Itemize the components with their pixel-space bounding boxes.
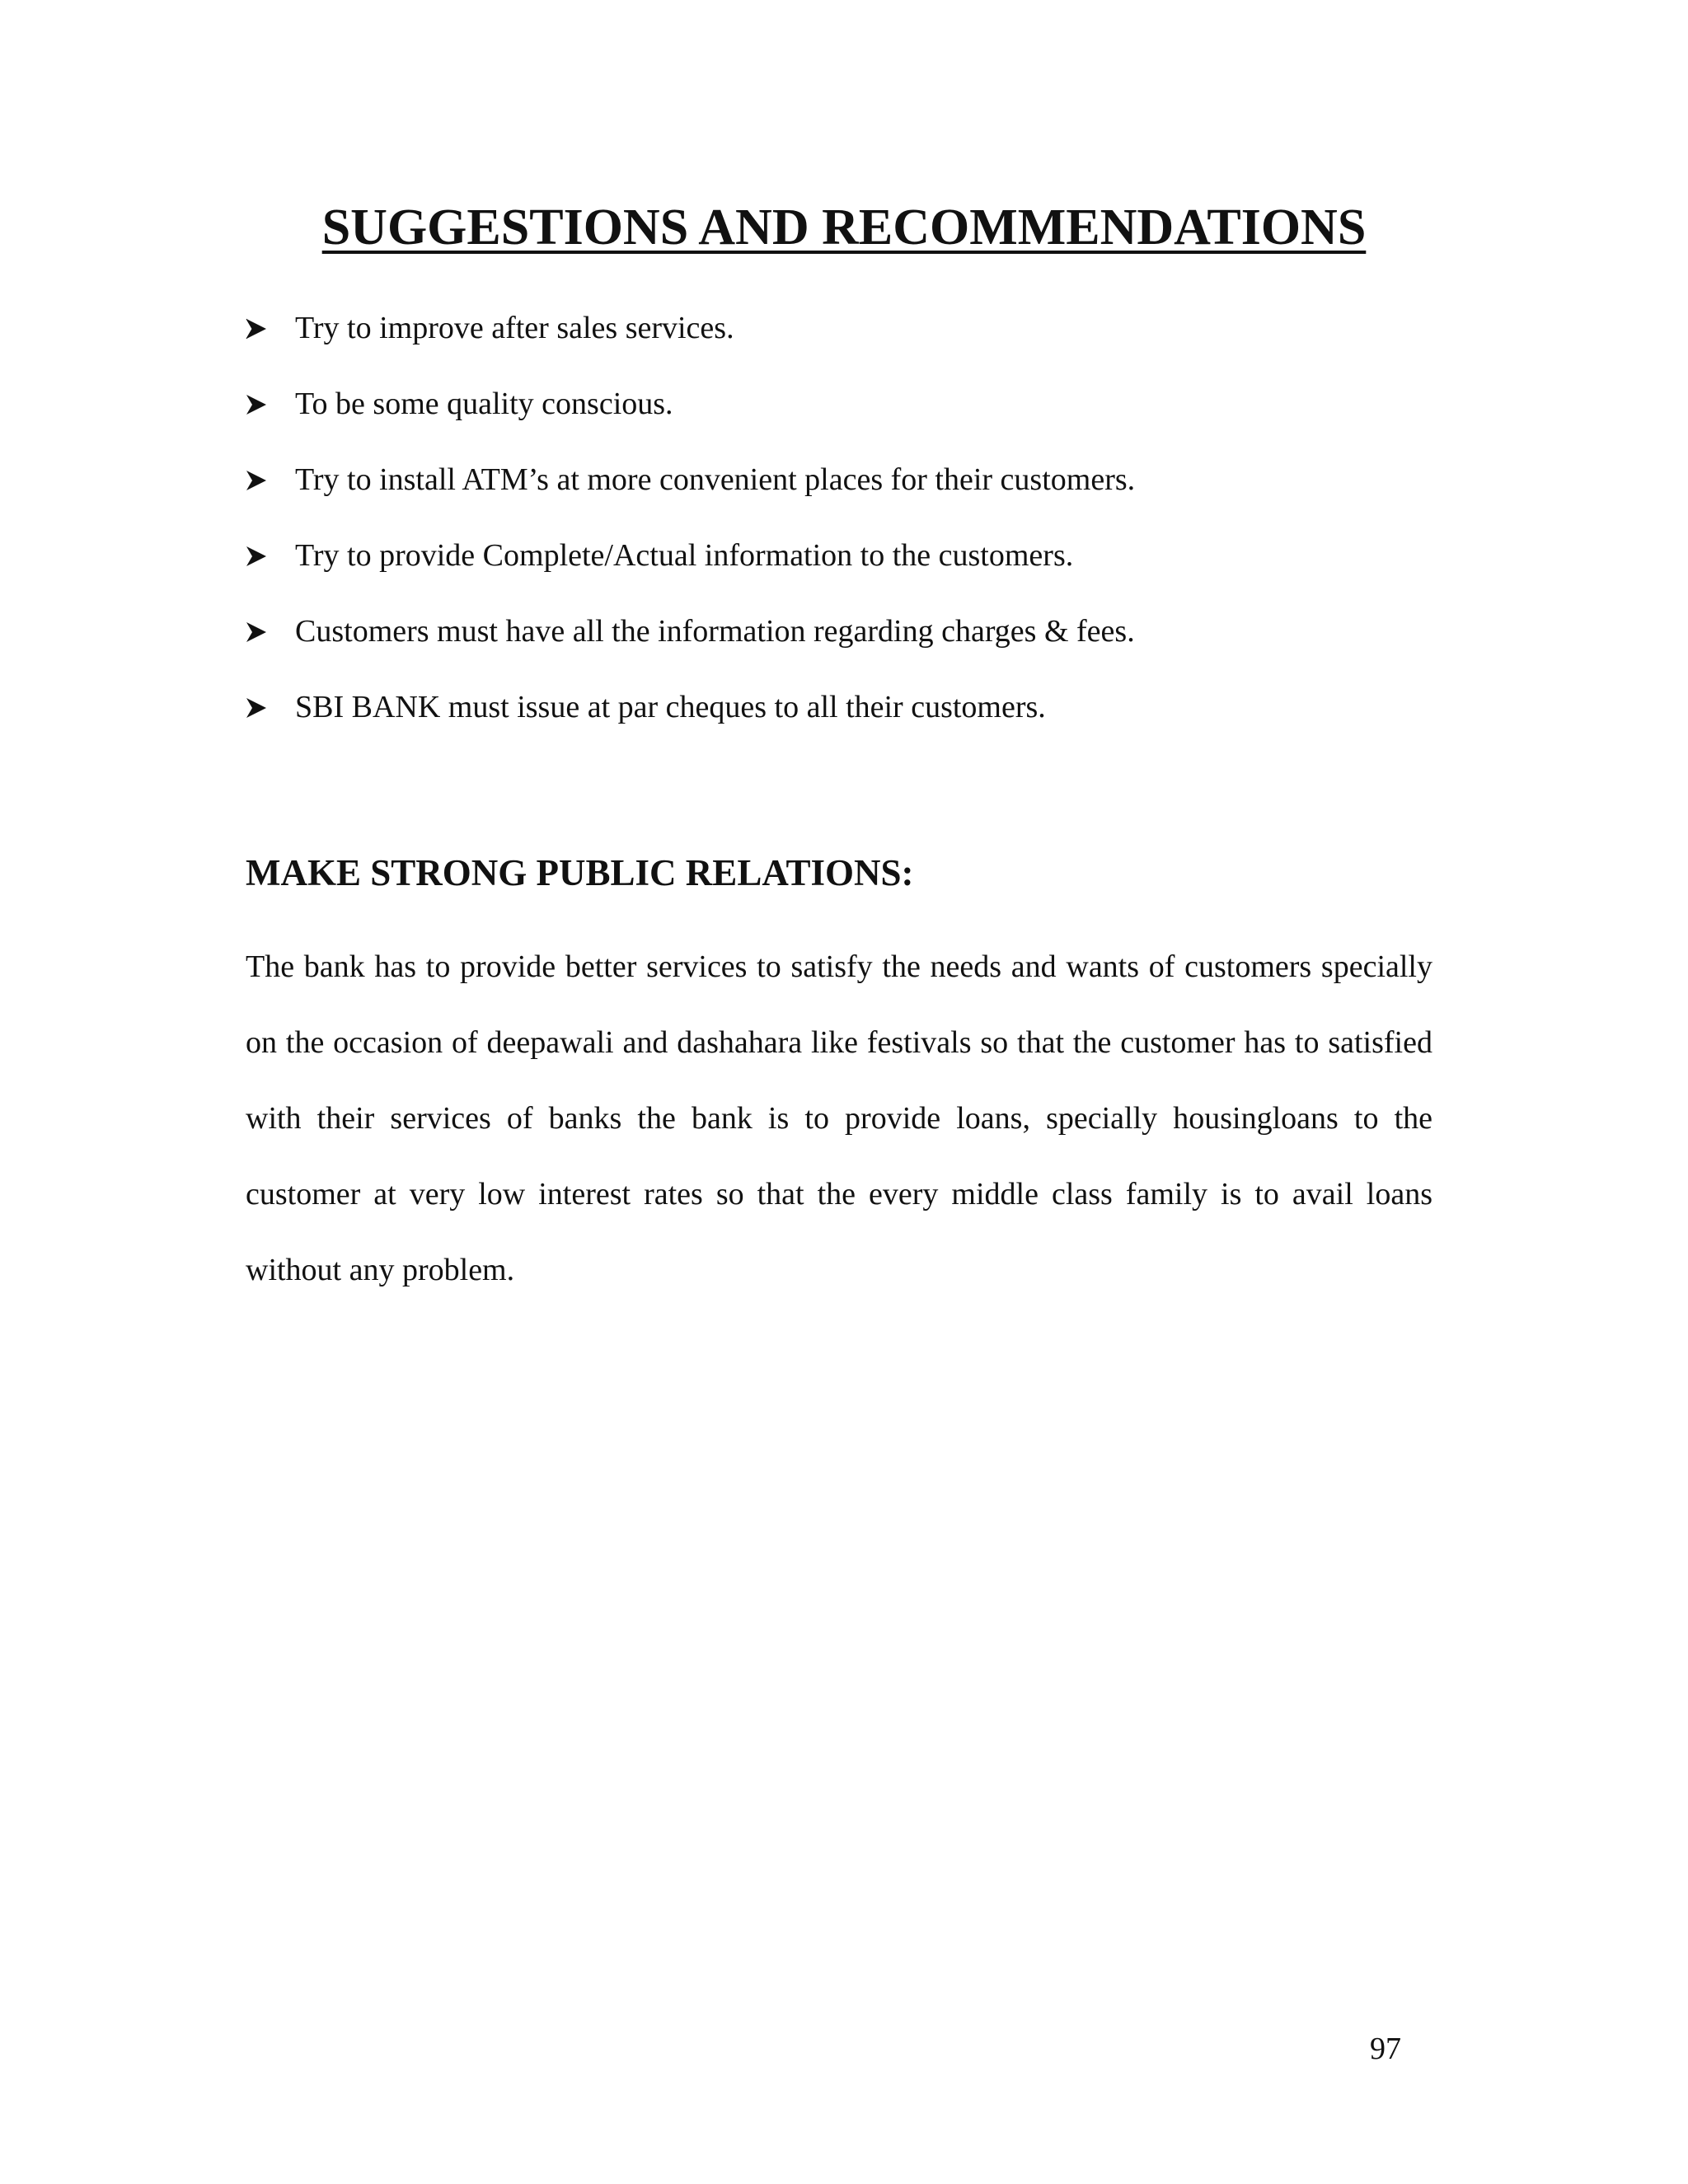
recommendations-list bbox=[246, 302, 1482, 757]
list-item-text: Try to improve after sales services. bbox=[295, 311, 734, 345]
page-number: 97 bbox=[1370, 2032, 1401, 2066]
arrowhead-bullet-icon bbox=[246, 394, 267, 415]
section-heading: MAKE STRONG PUBLIC RELATIONS: bbox=[246, 852, 914, 893]
list-item-text: Try to provide Complete/Actual information to the customers. bbox=[295, 538, 1074, 573]
list-item bbox=[246, 453, 1482, 529]
list-item-text: Try to install ATM’s at more convenient places for their customers. bbox=[295, 462, 1136, 497]
list-item-text: To be some quality conscious. bbox=[295, 387, 673, 421]
list-item bbox=[246, 681, 1482, 757]
page-title bbox=[0, 194, 1688, 260]
arrowhead-bullet-icon bbox=[246, 470, 267, 491]
arrowhead-bullet-icon bbox=[246, 697, 267, 719]
body-paragraph: The bank has to provide better services to satisfy the needs and wants of customers specially on the occasion of deepawali and dashahara like festivals so that the customer has to satisfied with their services of banks the bank is to provide loans, specially housingloans to the customer at very low interest rates so that the every middle class family is to avail loans without any problem. bbox=[246, 949, 1432, 1287]
list-item-text: Customers must have all the information regarding charges & fees. bbox=[295, 614, 1135, 649]
list-item bbox=[246, 605, 1482, 681]
arrowhead-bullet-icon bbox=[246, 318, 267, 340]
page-title-text: SUGGESTIONS AND RECOMMENDATIONS bbox=[321, 199, 1367, 255]
arrowhead-bullet-icon bbox=[246, 621, 267, 643]
arrowhead-bullet-icon bbox=[246, 546, 267, 567]
list-item bbox=[246, 302, 1482, 377]
list-item-text: SBI BANK must issue at par cheques to all their customers. bbox=[295, 690, 1046, 724]
list-item bbox=[246, 377, 1482, 453]
list-item bbox=[246, 529, 1482, 605]
